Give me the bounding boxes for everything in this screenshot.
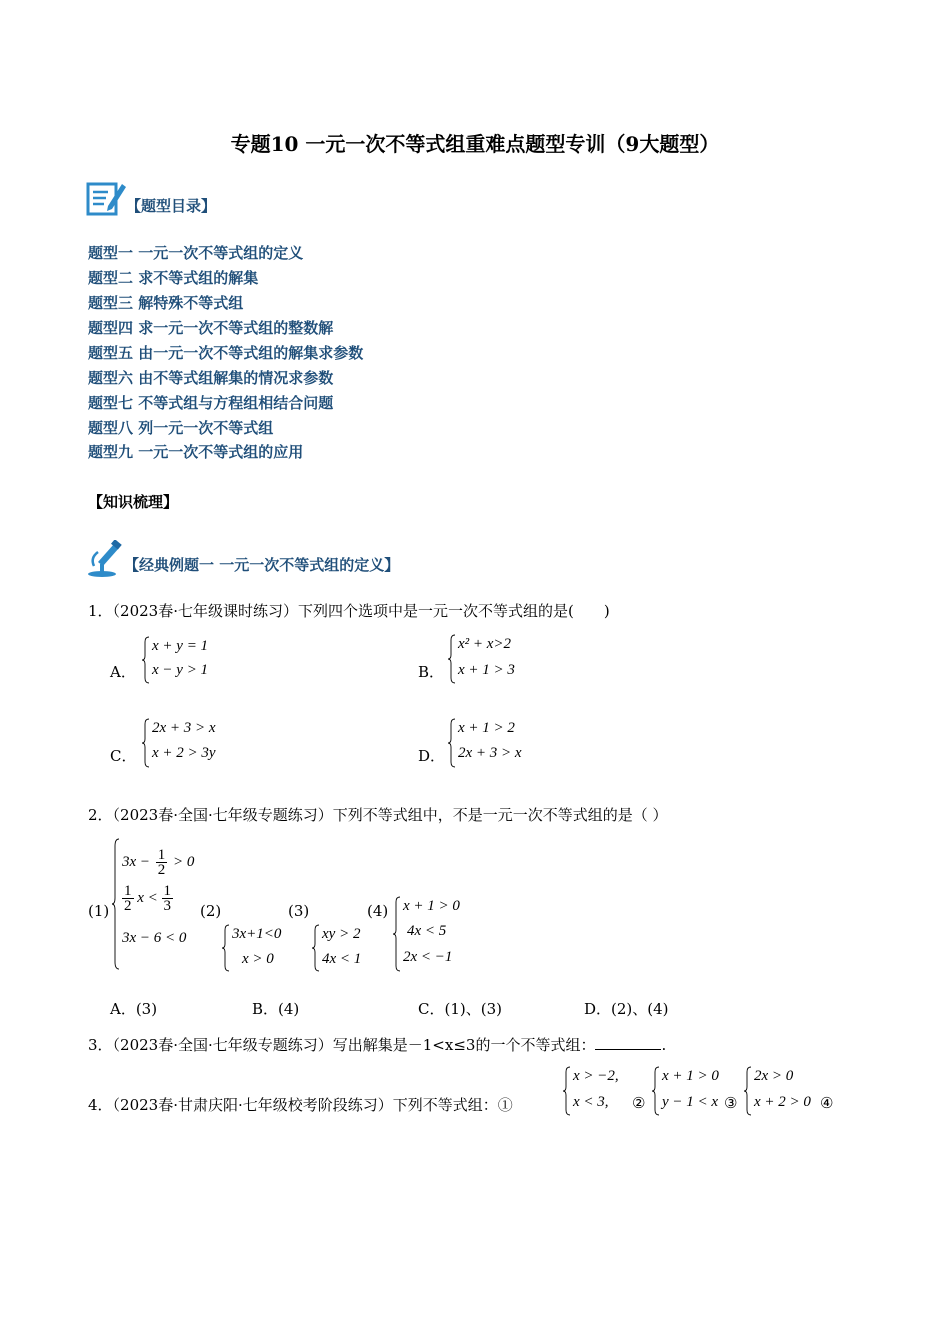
- q2-s1-fraction-a-den: 2: [157, 862, 166, 878]
- brace-icon: [312, 924, 320, 972]
- q1-c-line-1: 2x + 3 > x: [152, 720, 216, 736]
- q4-system-2[interactable]: [652, 1066, 728, 1116]
- q1-option-b-system[interactable]: [448, 634, 568, 684]
- q4-s3-line-2: x + 2 > 0: [754, 1094, 811, 1110]
- q4-s1-line-1: x > −2,: [573, 1068, 619, 1084]
- brace-icon: [393, 896, 401, 972]
- microscope-icon: [86, 540, 126, 578]
- q2-s1-fraction-a-num: 1: [157, 847, 166, 863]
- q2-s1-fraction-a: [156, 848, 168, 877]
- notepad-pencil-icon: [86, 178, 128, 218]
- toc-item-9[interactable]: 题型九 一元一次不等式组的应用: [88, 443, 304, 461]
- q1-option-d-system[interactable]: [448, 718, 568, 768]
- q2-s1-a: 3x −: [122, 853, 151, 870]
- q2-label-4: (4): [367, 902, 389, 920]
- q1-a-line-2: x − y > 1: [152, 662, 209, 678]
- q2-s3-line-1: xy > 2: [322, 926, 361, 942]
- toc-item-8[interactable]: 题型八 列一元一次不等式组: [88, 419, 274, 437]
- q2-s1-fraction-b-num: 1: [124, 883, 132, 899]
- q1-d-line-1: x + 1 > 2: [458, 720, 515, 736]
- toc-header: 【题型目录】: [126, 197, 217, 215]
- q4-s3-line-1: 2x > 0: [754, 1068, 794, 1084]
- q2-option-d[interactable]: D．(2)、(4): [584, 1000, 669, 1018]
- q4-system-1[interactable]: [563, 1066, 633, 1116]
- q2-s1-a-rest: > 0: [173, 853, 195, 870]
- q2-s1-fraction-b-den: 2: [124, 898, 132, 914]
- question-3-text: 3．（2023春·全国·七年级专题练习）写出解集是－1<x≤3的一个不等式组：: [88, 1036, 596, 1054]
- brace-icon: [222, 924, 230, 972]
- q1-b-line-2: x + 1 > 3: [458, 662, 515, 678]
- knowledge-header: 【知识梳理】: [88, 493, 179, 511]
- q1-option-a-label[interactable]: A．: [110, 663, 136, 681]
- toc-item-2[interactable]: 题型二 求不等式组的解集: [88, 269, 259, 287]
- q4-s2-line-2: y − 1 < x: [662, 1094, 719, 1110]
- q1-option-c-label[interactable]: C．: [110, 747, 137, 765]
- brace-icon: [652, 1066, 660, 1116]
- q2-system-2: [222, 924, 302, 972]
- q2-label-2: (2): [200, 902, 222, 920]
- question-3: [88, 1034, 666, 1055]
- q2-s3-line-2: 4x < 1: [322, 951, 362, 967]
- q4-system-3[interactable]: [744, 1066, 820, 1116]
- q2-s1-line-1: [122, 848, 194, 877]
- q1-d-line-2: 2x + 3 > x: [458, 745, 522, 761]
- q2-s2-line-1: 3x+1<0: [232, 926, 282, 942]
- q2-system-4: [393, 896, 473, 972]
- q2-option-a[interactable]: A．(3): [110, 1000, 158, 1018]
- brace-icon: [448, 634, 456, 684]
- q1-option-a-system[interactable]: [142, 636, 262, 684]
- q4-marker-2: ②: [632, 1094, 646, 1112]
- brace-icon: [448, 718, 456, 768]
- toc-item-7[interactable]: 题型七 不等式组与方程组相结合问题: [88, 394, 334, 412]
- q4-marker-4: ④: [820, 1094, 834, 1112]
- q1-option-c-system[interactable]: [142, 718, 262, 768]
- brace-icon: [142, 636, 150, 684]
- q2-s2-line-2: x > 0: [242, 951, 274, 967]
- brace-icon: [744, 1066, 752, 1116]
- question-3-end: .: [661, 1036, 667, 1054]
- q2-s4-line-2: 4x < 5: [407, 923, 447, 939]
- q4-s1-line-2: x < 3,: [573, 1094, 609, 1110]
- toc-item-4[interactable]: 题型四 求一元一次不等式组的整数解: [88, 319, 334, 337]
- q2-s4-line-1: x + 1 > 0: [403, 898, 460, 914]
- q2-s1-fraction-c-num: 1: [163, 883, 172, 899]
- q2-s1-fraction-c-den: 3: [163, 898, 172, 914]
- q2-s1-fraction-c: [162, 884, 174, 913]
- question-4-text: 4．（2023春·甘肃庆阳·七年级校考阶段练习）下列不等式组：①: [88, 1096, 513, 1114]
- example-header: 【经典例题一 一元一次不等式组的定义】: [124, 556, 400, 574]
- q1-option-b-label[interactable]: B．: [418, 663, 445, 681]
- q4-marker-3: ③: [724, 1094, 738, 1112]
- brace-icon: [112, 838, 120, 970]
- question-2-text: 2．（2023春·全国·七年级专题练习）下列不等式组中，不是一元一次不等式组的是（ ）: [88, 806, 668, 824]
- q1-a-line-1: x + y = 1: [152, 638, 209, 654]
- q4-s2-line-1: x + 1 > 0: [662, 1068, 719, 1084]
- toc-item-6[interactable]: 题型六 由不等式组解集的情况求参数: [88, 369, 334, 387]
- q2-label-3: (3): [288, 902, 310, 920]
- brace-icon: [142, 718, 150, 768]
- q2-s1-b-mid: x <: [137, 889, 158, 906]
- q2-s1-line-2: [122, 884, 173, 913]
- q2-label-1: (1): [88, 902, 110, 920]
- answer-blank[interactable]: [595, 1036, 661, 1050]
- toc-item-5[interactable]: 题型五 由一元一次不等式组的解集求参数: [88, 344, 364, 362]
- q2-system-1: [112, 838, 202, 970]
- q2-s1-fraction-b: [122, 884, 134, 913]
- q2-option-c[interactable]: C．(1)、(3): [418, 1000, 502, 1018]
- toc-item-3[interactable]: 题型三 解特殊不等式组: [88, 294, 244, 312]
- q2-s1-line-3: 3x − 6 < 0: [122, 930, 187, 946]
- q1-option-d-label[interactable]: D．: [418, 747, 446, 765]
- question-1-text: 1．（2023春·七年级课时练习）下列四个选项中是一元一次不等式组的是( ): [88, 602, 610, 620]
- q2-s4-line-3: 2x < −1: [403, 949, 453, 965]
- q2-option-b[interactable]: B．(4): [252, 1000, 300, 1018]
- page-title: 专题10 一元一次不等式组重难点题型专训（9大题型）: [230, 132, 720, 156]
- q1-b-line-1: x² + x>2: [458, 636, 512, 652]
- q2-system-3: [312, 924, 382, 972]
- q1-c-line-2: x + 2 > 3y: [152, 745, 216, 761]
- toc-item-1[interactable]: 题型一 一元一次不等式组的定义: [88, 244, 304, 262]
- brace-icon: [563, 1066, 571, 1116]
